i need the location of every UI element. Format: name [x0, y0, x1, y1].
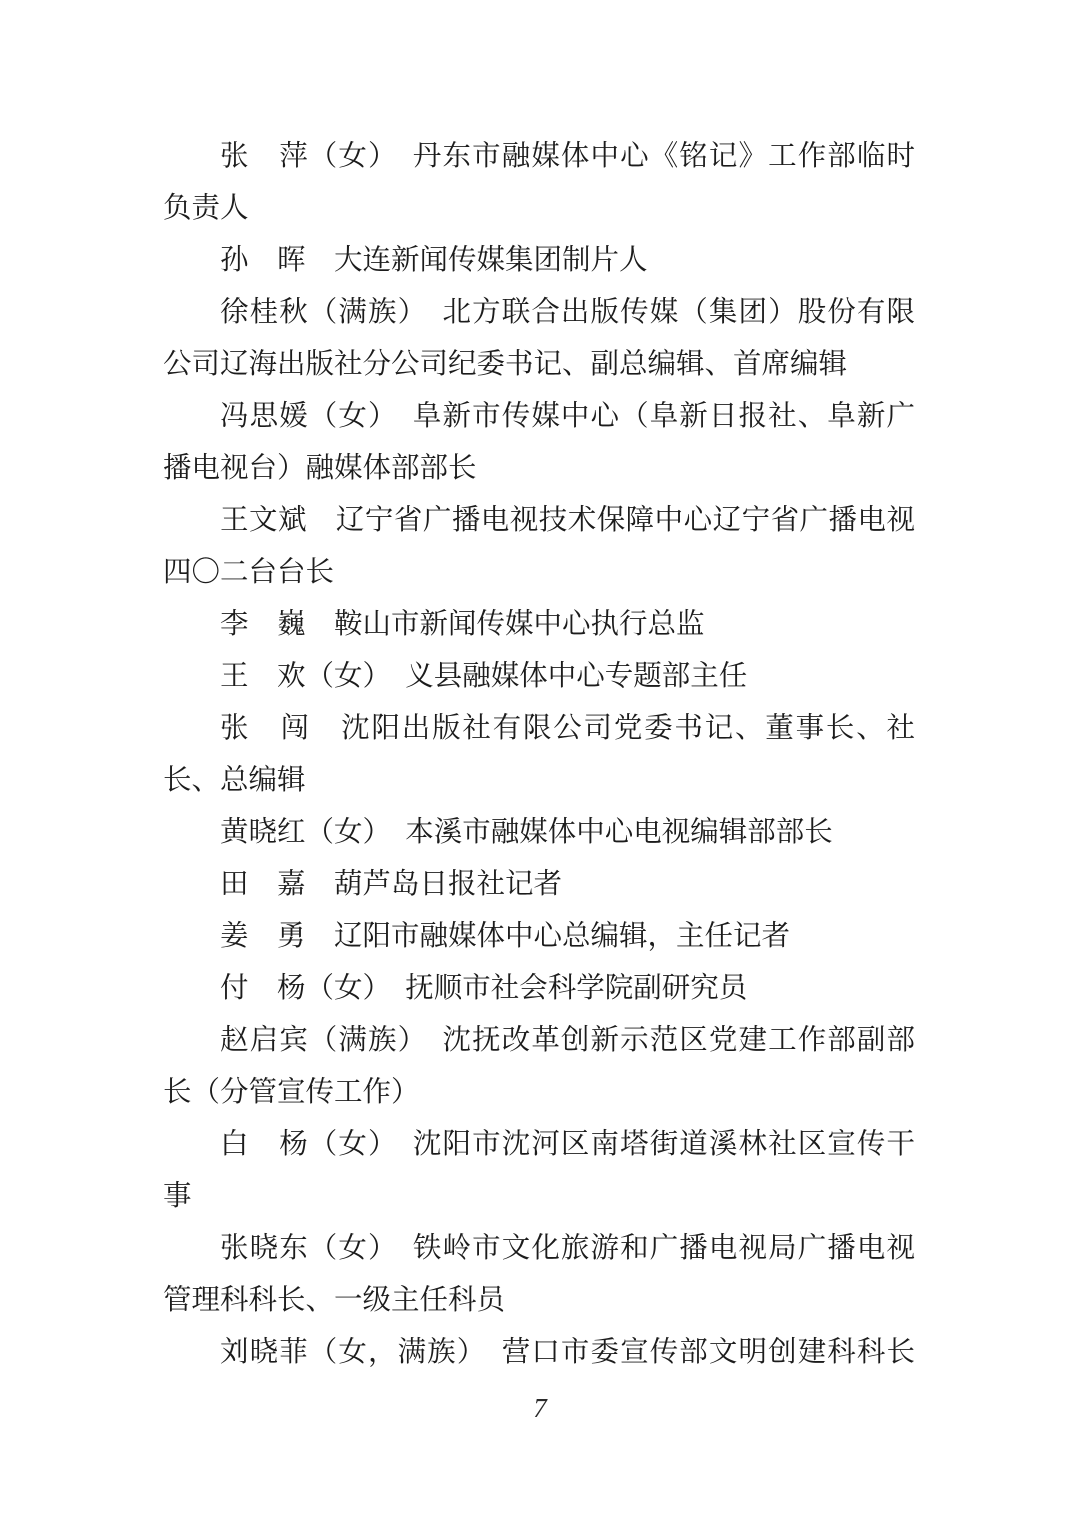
entry-text-line: 张 萍（女） 丹东市融媒体中心《铭记》工作部临时 [220, 140, 915, 172]
entry-text-line: 公司辽海出版社分公司纪委书记、副总编辑、首席编辑 [163, 348, 848, 380]
entry-text-line: 事 [163, 1180, 192, 1212]
entry-text-line: 李 巍 鞍山市新闻传媒中心执行总监 [220, 608, 705, 640]
entry-text-line: 播电视台）融媒体部部长 [163, 452, 477, 484]
entry-text-line: 姜 勇 辽阳市融媒体中心总编辑，主任记者 [220, 920, 791, 952]
entry-text-line: 徐桂秋（满族） 北方联合出版传媒（集团）股份有限 [220, 296, 915, 328]
entry-text-line: 付 杨（女） 抚顺市社会科学院副研究员 [220, 972, 748, 1004]
entry-text-line: 刘晓菲（女，满族） 营口市委宣传部文明创建科科长 [220, 1336, 915, 1368]
entry-text-line: 长、总编辑 [163, 764, 306, 796]
entry-text-line: 张 闯 沈阳出版社有限公司党委书记、董事长、社 [220, 712, 915, 744]
entry-text-line: 赵启宾（满族） 沈抚改革创新示范区党建工作部副部 [220, 1024, 915, 1056]
entry-text-line: 张晓东（女） 铁岭市文化旅游和广播电视局广播电视 [220, 1232, 915, 1264]
page-number: 7 [533, 1393, 547, 1423]
entry-text-line: 管理科科长、一级主任科员 [163, 1284, 506, 1316]
entry-text-line: 冯思媛（女） 阜新市传媒中心（阜新日报社、阜新广 [220, 400, 915, 432]
entry-text-line: 长（分管宣传工作） [163, 1076, 420, 1108]
entry-text-line: 白 杨（女） 沈阳市沈河区南塔街道溪林社区宣传干 [220, 1128, 915, 1160]
entry-text-line: 王文斌 辽宁省广播电视技术保障中心辽宁省广播电视 [220, 504, 915, 536]
entry-text-line: 田 嘉 葫芦岛日报社记者 [220, 868, 563, 900]
entry-text-line: 四〇二台台长 [163, 556, 335, 588]
text-block [163, 130, 915, 1378]
entry-text-line: 负责人 [163, 192, 249, 224]
entry-text-line: 黄晓红（女） 本溪市融媒体中心电视编辑部部长 [220, 816, 833, 848]
entry-text-line: 孙 晖 大连新闻传媒集团制片人 [220, 244, 648, 276]
entry-text-line: 王 欢（女） 义县融媒体中心专题部主任 [220, 660, 748, 692]
